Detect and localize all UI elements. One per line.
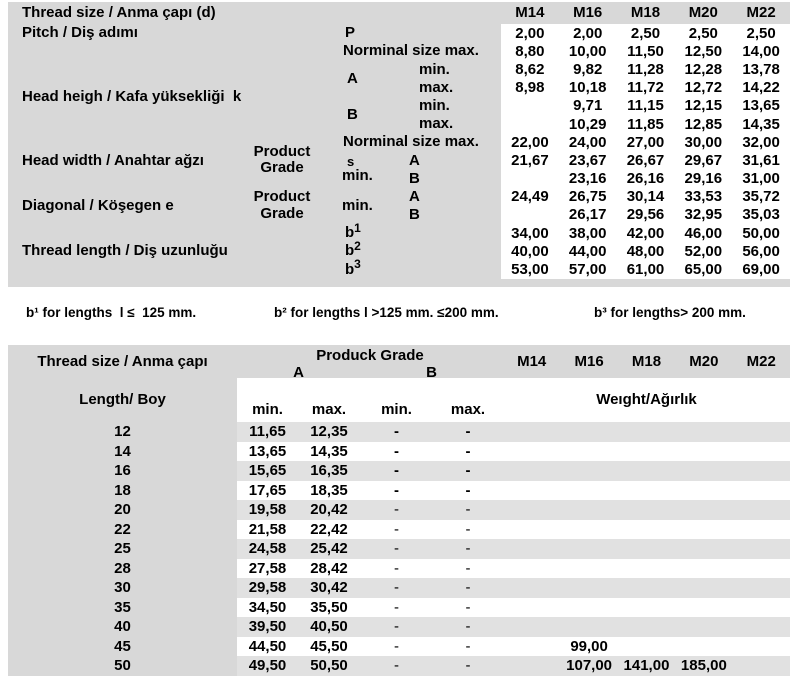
column-header-m18: M18 (631, 352, 662, 370)
product-grade-header (237, 345, 503, 381)
min-a-cell: 15,65 (248, 462, 287, 480)
max-b-cell: - (465, 559, 471, 577)
max-a-header: max. (311, 401, 347, 419)
weight-cell: 141,00 (623, 657, 670, 675)
length-cell: 20 (114, 501, 131, 519)
top-value-cell: 12,50 (684, 42, 723, 60)
product-grade-label-2 (238, 188, 333, 224)
min-a-cell: 29,58 (248, 579, 287, 597)
min-a-cell: 21,58 (248, 520, 287, 538)
length-cell: 22 (114, 520, 131, 538)
min-label: min. (419, 60, 450, 78)
table-title: Thread size / Anma çapı (37, 352, 208, 370)
min-a-cell: 34,50 (248, 598, 287, 616)
top-value-cell: 2,50 (746, 24, 776, 42)
column-header-m16: M16 (573, 4, 603, 22)
grade-a-label: A (347, 69, 358, 87)
top-value-cell: 10,18 (568, 79, 607, 97)
row-group-head-width: Head width / Anahtar ağzı (22, 151, 204, 169)
min-a-cell: 49,50 (248, 657, 287, 675)
min-b-cell: - (394, 618, 399, 636)
max-a-cell: 14,35 (310, 442, 348, 460)
top-value-cell: 8,62 (515, 60, 545, 78)
top-value-cell: 40,00 (511, 242, 549, 260)
length-cell: 14 (114, 442, 131, 460)
top-value-cell: 8,80 (515, 42, 545, 60)
top-value-cell: 12,85 (684, 115, 723, 133)
top-value-cell: 26,67 (626, 151, 665, 169)
b-superscript: 1 (354, 220, 361, 235)
top-value-cell: 13,65 (742, 97, 780, 115)
min-b-cell: - (394, 520, 399, 538)
top-value-cell: 61,00 (626, 261, 665, 279)
top-value-cell: 14,35 (742, 115, 780, 133)
top-value-cell: 27,00 (626, 133, 665, 151)
grade-b-label: B (409, 169, 420, 187)
top-value-cell: 11,15 (627, 97, 664, 115)
length-weight-table (8, 345, 790, 676)
top-value-cell: 31,61 (742, 151, 780, 169)
min-a-cell: 13,65 (248, 442, 287, 460)
length-cell: 45 (114, 637, 131, 655)
footnotes (8, 301, 794, 333)
product-grade-label: Produck Grade (316, 347, 424, 364)
row-group-pitch: Pitch / Diş adımı (22, 24, 138, 42)
top-value-cell: 13,78 (742, 60, 780, 78)
top-value-cell: 30,14 (626, 188, 665, 206)
length-cell: 28 (114, 559, 131, 577)
min-a-header: min. (252, 401, 283, 419)
max-b-cell: - (465, 618, 471, 636)
column-header-m20: M20 (689, 352, 719, 370)
top-value-cell: 35,03 (742, 206, 780, 224)
column-header-m14: M14 (515, 4, 545, 22)
table-title: Thread size / Anma çapı (d) (22, 4, 216, 22)
max-b-cell: - (465, 442, 471, 460)
max-a-cell: 16,35 (310, 462, 348, 480)
max-a-cell: 12,35 (310, 423, 348, 441)
top-value-cell: 48,00 (626, 242, 665, 260)
grade-b-label: B (426, 364, 437, 381)
max-b-cell: - (465, 598, 471, 616)
symbol-p: P (345, 24, 356, 42)
max-b-cell: - (465, 481, 471, 499)
top-value-cell: 57,00 (568, 261, 607, 279)
footnote-b1: b¹ for lengths l ≤ 125 mm. (26, 305, 197, 320)
min-b-cell: - (394, 423, 399, 441)
top-value-cell: 69,00 (742, 261, 780, 279)
weight-header: Weıght/Ağırlık (596, 391, 697, 409)
weight-cell: 185,00 (680, 657, 727, 675)
min-b-cell: - (394, 598, 399, 616)
min-b-cell: - (394, 462, 399, 480)
symbol-s: s (347, 153, 355, 169)
max-b-cell: - (465, 423, 471, 441)
top-value-cell: 29,16 (684, 170, 723, 188)
s-min-label (333, 151, 405, 187)
grade-b-label: B (409, 206, 420, 224)
product-grade-label-1 (238, 133, 333, 188)
top-value-cell: 10,00 (568, 42, 607, 60)
top-value-cell: 46,00 (684, 224, 723, 242)
max-b-cell: - (465, 520, 471, 538)
top-value-cell: 38,00 (568, 224, 607, 242)
symbol-b3 (333, 257, 405, 278)
top-value-cell: 56,00 (742, 242, 780, 260)
top-value-cell: 32,95 (684, 206, 723, 224)
length-cell: 35 (114, 598, 131, 616)
max-b-cell: - (465, 540, 471, 558)
top-value-cell: 9,71 (573, 97, 603, 115)
length-cell: 40 (114, 618, 131, 636)
max-a-cell: 22,42 (310, 520, 348, 538)
top-value-cell: 14,00 (742, 42, 780, 60)
min-a-cell: 11,65 (249, 423, 286, 441)
top-value-cell: 10,29 (568, 115, 607, 133)
top-value-cell: 26,17 (568, 206, 607, 224)
max-a-cell: 25,42 (310, 540, 348, 558)
b-base: b (345, 224, 355, 242)
row-group-head-height: Head heigh / Kafa yüksekliği k (22, 87, 242, 105)
min-a-cell: 24,58 (248, 540, 287, 558)
product-grade-text: Product Grade (253, 142, 311, 177)
top-value-cell: 23,67 (568, 151, 607, 169)
top-value-cell: 33,53 (684, 188, 723, 206)
top-value-cell: 2,00 (515, 24, 545, 42)
top-value-cell: 9,82 (573, 60, 603, 78)
row-group-thread-length: Thread length / Diş uzunluğu (22, 242, 228, 260)
top-value-cell: 26,75 (568, 188, 607, 206)
column-header-m16: M16 (574, 352, 604, 370)
top-value-cell: 31,00 (742, 170, 780, 188)
top-value-cell: 11,72 (627, 79, 664, 97)
length-cell: 50 (114, 657, 131, 675)
length-cell: 18 (114, 481, 131, 499)
min-b-cell: - (394, 442, 399, 460)
length-cell: 30 (114, 579, 131, 597)
top-value-cell: 11,28 (627, 60, 664, 78)
top-value-cell: 32,00 (742, 133, 780, 151)
length-header: Length/ Boy (79, 391, 166, 409)
row-group-diagonal: Diagonal / Köşegen e (22, 197, 174, 214)
top-value-cell: 65,00 (684, 261, 723, 279)
nominal-size-label-2: Norminal size max. (343, 133, 479, 151)
min-label: min. (342, 197, 373, 214)
max-a-cell: 28,42 (310, 559, 348, 577)
max-a-cell: 40,50 (310, 618, 348, 636)
column-header-m22: M22 (746, 4, 776, 22)
top-value-cell: 52,00 (684, 242, 723, 260)
top-value-cell: 12,72 (684, 79, 723, 97)
min-label: min. (419, 96, 450, 114)
top-value-cell: 2,50 (688, 24, 718, 42)
min-b-cell: - (394, 481, 399, 499)
column-header-m14: M14 (517, 352, 547, 370)
b-superscript: 2 (354, 239, 361, 254)
min-b-cell: - (394, 657, 399, 675)
top-value-cell: 29,67 (684, 151, 723, 169)
length-cell: 16 (114, 462, 131, 480)
max-b-cell: - (465, 462, 471, 480)
max-a-cell: 50,50 (310, 657, 348, 675)
top-value-cell: 2,00 (573, 24, 603, 42)
max-label: max. (419, 78, 454, 96)
top-value-cell: 34,00 (511, 224, 549, 242)
column-header-m20: M20 (688, 4, 718, 22)
max-a-cell: 35,50 (310, 598, 348, 616)
top-value-cell: 22,00 (511, 133, 549, 151)
min-b-cell: - (394, 579, 399, 597)
top-value-cell: 11,85 (627, 115, 664, 133)
top-value-cell: 35,72 (742, 188, 780, 206)
max-a-cell: 20,42 (310, 501, 348, 519)
nominal-size-label-1: Norminal size max. (343, 42, 479, 60)
min-b-cell: - (394, 637, 399, 655)
max-b-cell: - (465, 501, 471, 519)
max-a-cell: 45,50 (310, 637, 348, 655)
symbol-b1 (333, 220, 405, 242)
grade-a-label: A (409, 151, 420, 169)
max-b-cell: - (465, 657, 471, 675)
top-value-cell: 24,49 (511, 188, 549, 206)
min-a-cell: 17,65 (248, 481, 287, 499)
max-label: max. (419, 115, 454, 133)
max-b-cell: - (465, 637, 471, 655)
max-a-cell: 30,42 (310, 579, 348, 597)
min-a-cell: 44,50 (248, 637, 287, 655)
min-a-cell: 19,58 (248, 501, 287, 519)
top-value-cell: 44,00 (568, 242, 607, 260)
min-b-cell: - (394, 540, 399, 558)
b-base: b (345, 260, 355, 278)
top-value-cell: 11,50 (627, 42, 664, 60)
top-value-cell: 50,00 (742, 224, 780, 242)
top-value-cell: 30,00 (684, 133, 723, 151)
top-value-cell: 8,98 (515, 79, 545, 97)
max-b-cell: - (465, 579, 471, 597)
b-base: b (345, 242, 355, 260)
top-value-cell: 42,00 (626, 224, 665, 242)
length-cell: 25 (114, 540, 131, 558)
column-header-m18: M18 (630, 4, 661, 22)
grade-a-label: A (409, 187, 420, 205)
top-value-cell: 26,16 (626, 170, 665, 188)
dimensions-table (8, 2, 790, 287)
top-value-cell: 2,50 (630, 24, 661, 42)
top-value-cell: 29,56 (626, 206, 665, 224)
footnote-b2: b² for lengths l >125 mm. ≤200 mm. (274, 305, 499, 320)
top-value-cell: 21,67 (511, 151, 549, 169)
top-value-cell: 23,16 (568, 170, 607, 188)
top-value-cell: 12,28 (684, 60, 723, 78)
min-b-header: min. (381, 401, 412, 419)
column-header-m22: M22 (746, 352, 776, 370)
weight-cell: 99,00 (570, 637, 608, 655)
top-value-cell: 24,00 (568, 133, 607, 151)
top-value-cell: 53,00 (511, 261, 549, 279)
grade-a-label: A (293, 364, 304, 381)
top-value-cell: 14,22 (742, 79, 780, 97)
min-label: min. (342, 167, 373, 185)
max-b-header: max. (450, 401, 486, 419)
length-cell: 12 (114, 423, 131, 441)
footnote-b3: b³ for lengths> 200 mm. (594, 305, 746, 320)
min-b-cell: - (394, 559, 399, 577)
min-a-cell: 27,58 (248, 559, 287, 577)
symbol-b2 (333, 239, 405, 260)
max-a-cell: 18,35 (310, 481, 348, 499)
top-value-cell: 12,15 (684, 97, 723, 115)
product-grade-text: Product Grade (253, 188, 311, 222)
min-b-cell: - (394, 501, 399, 519)
b-superscript: 3 (354, 257, 361, 272)
grade-b-label: B (347, 106, 358, 124)
weight-cell: 107,00 (566, 657, 613, 675)
min-a-cell: 39,50 (248, 618, 287, 636)
